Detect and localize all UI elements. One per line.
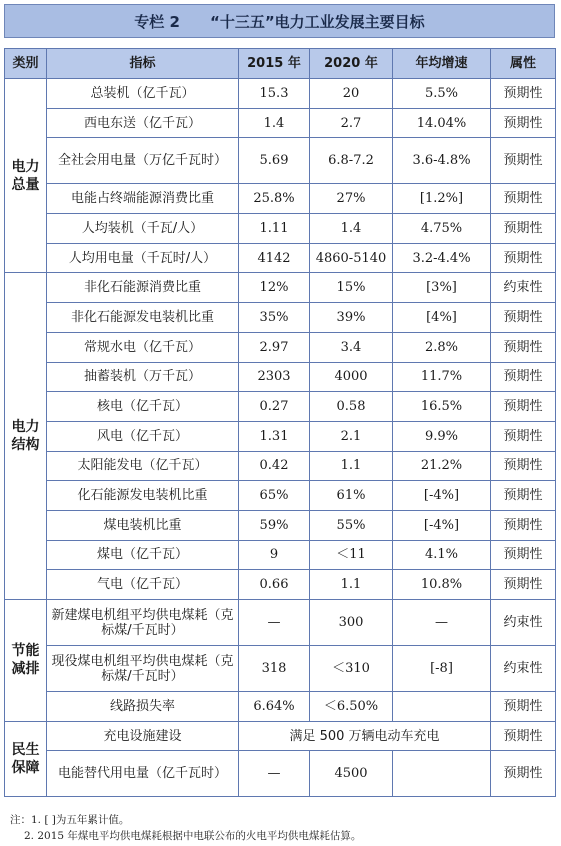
value-2015-cell: 0.27 bbox=[239, 392, 310, 422]
growth-cell: [1.2%] bbox=[393, 184, 491, 214]
attribute-cell: 预期性 bbox=[491, 481, 556, 511]
attribute-cell: 预期性 bbox=[491, 392, 556, 422]
attribute-cell: 预期性 bbox=[491, 540, 556, 570]
table-row bbox=[5, 751, 556, 797]
attribute-cell: 预期性 bbox=[491, 243, 556, 273]
value-2015-cell: 15.3 bbox=[239, 79, 310, 109]
header-2015: 2015 年 bbox=[239, 49, 310, 79]
category-cell: 电力总量 bbox=[5, 79, 47, 273]
attribute-cell: 预期性 bbox=[491, 721, 556, 751]
indicator-cell: 人均装机（千瓦/人） bbox=[47, 214, 239, 244]
indicator-cell: 新建煤电机组平均供电煤耗（克标煤/千瓦时） bbox=[47, 600, 239, 646]
indicator-cell: 电能替代用电量（亿千瓦时） bbox=[47, 751, 239, 797]
growth-cell: 14.04% bbox=[393, 108, 491, 138]
attribute-cell: 预期性 bbox=[491, 108, 556, 138]
table-row bbox=[5, 451, 556, 481]
targets-table bbox=[4, 48, 556, 797]
table-title-bar bbox=[4, 4, 555, 38]
attribute-cell: 预期性 bbox=[491, 214, 556, 244]
indicator-cell: 常规水电（亿千瓦） bbox=[47, 332, 239, 362]
growth-cell: 4.75% bbox=[393, 214, 491, 244]
indicator-cell: 煤电（亿千瓦） bbox=[47, 540, 239, 570]
growth-cell: 4.1% bbox=[393, 540, 491, 570]
table-row bbox=[5, 332, 556, 362]
value-2015-cell: 6.64% bbox=[239, 692, 310, 722]
value-2015-cell: 5.69 bbox=[239, 138, 310, 184]
attribute-cell: 预期性 bbox=[491, 184, 556, 214]
category-cell: 节能减排 bbox=[5, 600, 47, 722]
value-2020-cell: 20 bbox=[310, 79, 393, 109]
column-label: 专栏 2 bbox=[134, 12, 180, 31]
table-row bbox=[5, 600, 556, 646]
value-2020-cell: 1.1 bbox=[310, 451, 393, 481]
value-2015-cell: 1.4 bbox=[239, 108, 310, 138]
table-row bbox=[5, 79, 556, 109]
value-2015-cell: 1.11 bbox=[239, 214, 310, 244]
growth-cell: 5.5% bbox=[393, 79, 491, 109]
indicator-cell: 西电东送（亿千瓦） bbox=[47, 108, 239, 138]
indicator-cell: 太阳能发电（亿千瓦） bbox=[47, 451, 239, 481]
value-2020-cell: 6.8-7.2 bbox=[310, 138, 393, 184]
growth-cell: [4%] bbox=[393, 303, 491, 333]
value-2015-cell: 59% bbox=[239, 510, 310, 540]
table-row bbox=[5, 540, 556, 570]
table-row bbox=[5, 570, 556, 600]
attribute-cell: 预期性 bbox=[491, 138, 556, 184]
value-2015-cell: 2303 bbox=[239, 362, 310, 392]
indicator-cell: 抽蓄装机（万千瓦） bbox=[47, 362, 239, 392]
indicator-cell: 化石能源发电装机比重 bbox=[47, 481, 239, 511]
growth-cell: 3.6-4.8% bbox=[393, 138, 491, 184]
table-row bbox=[5, 510, 556, 540]
value-2020-cell: ＜11 bbox=[310, 540, 393, 570]
value-2015-cell: 1.31 bbox=[239, 421, 310, 451]
attribute-cell: 约束性 bbox=[491, 646, 556, 692]
value-2015-cell: 25.8% bbox=[239, 184, 310, 214]
indicator-cell: 全社会用电量（万亿千瓦时） bbox=[47, 138, 239, 184]
indicator-cell: 充电设施建设 bbox=[47, 721, 239, 751]
attribute-cell: 预期性 bbox=[491, 570, 556, 600]
attribute-cell: 预期性 bbox=[491, 332, 556, 362]
growth-cell bbox=[393, 751, 491, 797]
value-2015-cell: 4142 bbox=[239, 243, 310, 273]
indicator-cell: 非化石能源发电装机比重 bbox=[47, 303, 239, 333]
indicator-cell: 风电（亿千瓦） bbox=[47, 421, 239, 451]
growth-cell: 2.8% bbox=[393, 332, 491, 362]
table-row bbox=[5, 108, 556, 138]
value-2020-cell: 1.1 bbox=[310, 570, 393, 600]
value-2015-cell: — bbox=[239, 600, 310, 646]
value-2020-cell: ＜6.50% bbox=[310, 692, 393, 722]
header-attribute: 属性 bbox=[491, 49, 556, 79]
header-row bbox=[5, 49, 556, 79]
category-cell: 电力结构 bbox=[5, 273, 47, 600]
indicator-cell: 气电（亿千瓦） bbox=[47, 570, 239, 600]
value-2020-cell: 27% bbox=[310, 184, 393, 214]
indicator-cell: 现役煤电机组平均供电煤耗（克标煤/千瓦时） bbox=[47, 646, 239, 692]
attribute-cell: 预期性 bbox=[491, 79, 556, 109]
attribute-cell: 预期性 bbox=[491, 751, 556, 797]
header-2020: 2020 年 bbox=[310, 49, 393, 79]
attribute-cell: 预期性 bbox=[491, 421, 556, 451]
table-row bbox=[5, 184, 556, 214]
header-indicator: 指标 bbox=[47, 49, 239, 79]
indicator-cell: 煤电装机比重 bbox=[47, 510, 239, 540]
value-2020-cell: 4000 bbox=[310, 362, 393, 392]
table-row bbox=[5, 138, 556, 184]
table-row bbox=[5, 362, 556, 392]
value-2020-cell: 3.4 bbox=[310, 332, 393, 362]
header-category: 类别 bbox=[5, 49, 47, 79]
value-2015-cell: 2.97 bbox=[239, 332, 310, 362]
table-row bbox=[5, 273, 556, 303]
table-row bbox=[5, 646, 556, 692]
attribute-cell: 预期性 bbox=[491, 692, 556, 722]
attribute-cell: 预期性 bbox=[491, 510, 556, 540]
table-title: “十三五”电力工业发展主要目标 bbox=[209, 12, 425, 31]
value-2020-cell: 61% bbox=[310, 481, 393, 511]
value-2020-cell: 0.58 bbox=[310, 392, 393, 422]
attribute-cell: 约束性 bbox=[491, 600, 556, 646]
growth-cell: 16.5% bbox=[393, 392, 491, 422]
value-2015-cell: 0.42 bbox=[239, 451, 310, 481]
value-2020-cell: 4860-5140 bbox=[310, 243, 393, 273]
value-2020-cell: 2.7 bbox=[310, 108, 393, 138]
value-2015-cell: 12% bbox=[239, 273, 310, 303]
header-growth: 年均增速 bbox=[393, 49, 491, 79]
growth-cell bbox=[393, 692, 491, 722]
indicator-cell: 电能占终端能源消费比重 bbox=[47, 184, 239, 214]
value-2015-cell: — bbox=[239, 751, 310, 797]
attribute-cell: 预期性 bbox=[491, 303, 556, 333]
table-row bbox=[5, 392, 556, 422]
merged-value-cell: 满足 500 万辆电动车充电 bbox=[239, 721, 491, 751]
attribute-cell: 预期性 bbox=[491, 362, 556, 392]
value-2015-cell: 35% bbox=[239, 303, 310, 333]
value-2020-cell: 55% bbox=[310, 510, 393, 540]
footnote-1: 注：1. [ ]为五年累计值。 bbox=[10, 814, 130, 826]
footnote-2: 2. 2015 年煤电平均供电煤耗根据中电联公布的火电平均供电煤耗估算。 bbox=[24, 830, 362, 842]
growth-cell: 9.9% bbox=[393, 421, 491, 451]
value-2020-cell: 300 bbox=[310, 600, 393, 646]
table-row bbox=[5, 243, 556, 273]
value-2015-cell: 0.66 bbox=[239, 570, 310, 600]
growth-cell: [3%] bbox=[393, 273, 491, 303]
value-2015-cell: 9 bbox=[239, 540, 310, 570]
indicator-cell: 非化石能源消费比重 bbox=[47, 273, 239, 303]
table-row bbox=[5, 214, 556, 244]
footnotes bbox=[10, 812, 361, 844]
value-2020-cell: 4500 bbox=[310, 751, 393, 797]
indicator-cell: 线路损失率 bbox=[47, 692, 239, 722]
value-2020-cell: 15% bbox=[310, 273, 393, 303]
table-row bbox=[5, 303, 556, 333]
value-2020-cell: ＜310 bbox=[310, 646, 393, 692]
category-cell: 民生保障 bbox=[5, 721, 47, 797]
indicator-cell: 核电（亿千瓦） bbox=[47, 392, 239, 422]
value-2015-cell: 318 bbox=[239, 646, 310, 692]
growth-cell: 3.2-4.4% bbox=[393, 243, 491, 273]
growth-cell: 11.7% bbox=[393, 362, 491, 392]
growth-cell: [-8] bbox=[393, 646, 491, 692]
table-row bbox=[5, 481, 556, 511]
value-2020-cell: 1.4 bbox=[310, 214, 393, 244]
attribute-cell: 预期性 bbox=[491, 451, 556, 481]
table-row bbox=[5, 721, 556, 751]
indicator-cell: 人均用电量（千瓦时/人） bbox=[47, 243, 239, 273]
growth-cell: [-4%] bbox=[393, 481, 491, 511]
indicator-cell: 总装机（亿千瓦） bbox=[47, 79, 239, 109]
growth-cell: [-4%] bbox=[393, 510, 491, 540]
table-row bbox=[5, 692, 556, 722]
value-2015-cell: 65% bbox=[239, 481, 310, 511]
growth-cell: 21.2% bbox=[393, 451, 491, 481]
value-2020-cell: 39% bbox=[310, 303, 393, 333]
table-row bbox=[5, 421, 556, 451]
growth-cell: 10.8% bbox=[393, 570, 491, 600]
growth-cell: — bbox=[393, 600, 491, 646]
attribute-cell: 约束性 bbox=[491, 273, 556, 303]
value-2020-cell: 2.1 bbox=[310, 421, 393, 451]
